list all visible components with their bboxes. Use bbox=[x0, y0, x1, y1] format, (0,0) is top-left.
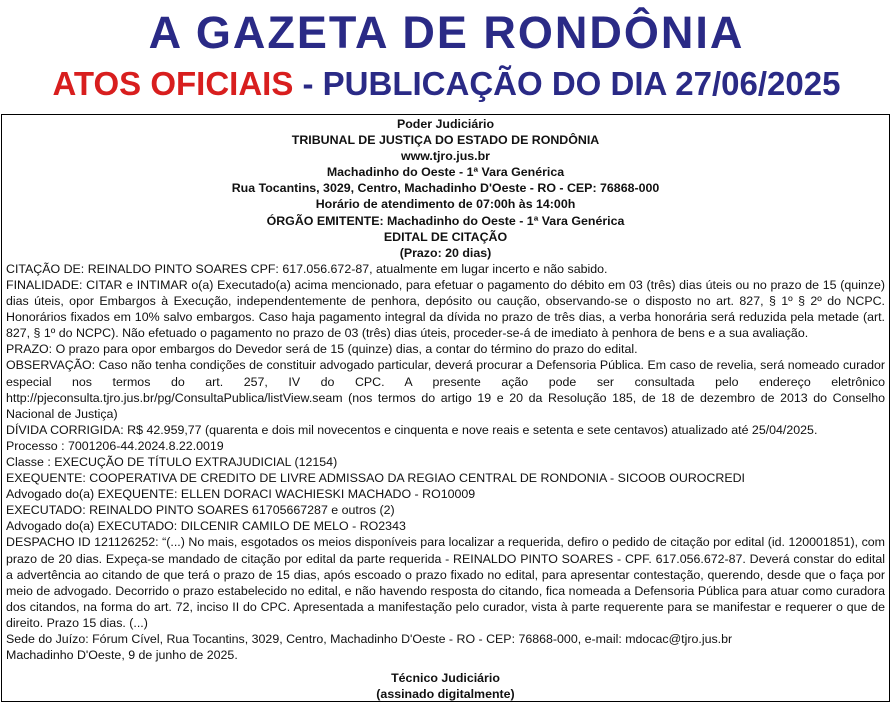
notice-deadline: (Prazo: 20 dias) bbox=[399, 245, 492, 260]
paragraph-divida: DÍVIDA CORRIGIDA: R$ 42.959,77 (quarenta e dois mil novecentos e cinquenta e nove reais e setenta e sete centavos) atualizado até 25/04/2025. bbox=[6, 422, 818, 437]
notice-box bbox=[1, 114, 890, 702]
newspaper-title: A GAZETA DE RONDÔNIA bbox=[148, 7, 745, 58]
signer-title: Técnico Judiciário bbox=[391, 671, 500, 686]
banner-separator: - bbox=[293, 65, 323, 102]
paragraph-citacao: CITAÇÃO DE: REINALDO PINTO SOARES CPF: 617.056.672-87, atualmente em lugar incerto e não sabido. bbox=[6, 261, 608, 276]
masthead bbox=[0, 0, 893, 112]
header-line-5: Rua Tocantins, 3029, Centro, Machadinho D'Oeste - RO - CEP: 76868-000 bbox=[231, 181, 660, 196]
publication-date: PUBLICAÇÃO DO DIA 27/06/2025 bbox=[322, 65, 841, 102]
paragraph-executado: EXECUTADO: REINALDO PINTO SOARES 61705667287 e outros (2) bbox=[6, 503, 395, 518]
header-line-7: ÓRGÃO EMITENTE: Machadinho do Oeste - 1ª Vara Genérica bbox=[266, 213, 625, 228]
paragraph-processo: Processo : 7001206-44.2024.8.22.0019 bbox=[6, 438, 224, 453]
paragraph-exequente: EXEQUENTE: COOPERATIVA DE CREDITO DE LIVRE ADMISSAO DA REGIAO CENTRAL DE RONDONIA - SICOOB OUROCREDI bbox=[6, 471, 745, 486]
paragraph-advogado-executado: Advogado do(a) EXECUTADO: DILCENIR CAMILO DE MELO - RO2343 bbox=[6, 519, 406, 534]
signature-note: (assinado digitalmente) bbox=[376, 687, 515, 702]
header-line-4: Machadinho do Oeste - 1ª Vara Genérica bbox=[326, 165, 565, 180]
paragraph-despacho: DESPACHO ID 121126252: “(...) No mais, esgotados os meios disponíveis para localizar a requerida, defiro o pedido de citação por edital (id. 120001851), com prazo de 20 dias. Expeça-se mandado de citação por edital da parte requerida - REINALDO PINTO SOARES - CPF. 617.056.672-87. Deverá constar do edital a advertência ao citando de que terá o prazo de 15 dias, após escoado o prazo fixado no edital, para apresentar contestação, querendo, desde que o faça por meio de advogado. Decorrido o prazo estabelecido no edital, e não havendo resposta do citando, fica nomeada a Defensoria Pública para atuar como curadora dos citandos, na forma do art. 72, inciso II do CPC. Apresentada a manifestação pelo curador, vista à parte requerente para se manifestar e requerer o que de direito. Prazo 15 dias. (...) bbox=[6, 535, 885, 630]
paragraph-classe: Classe : EXECUÇÃO DE TÍTULO EXTRAJUDICIAL (12154) bbox=[6, 454, 338, 469]
header-line-3: www.tjro.jus.br bbox=[400, 149, 491, 164]
paragraph-data: Machadinho D'Oeste, 9 de junho de 2025. bbox=[6, 648, 238, 663]
header-line-6: Horário de atendimento de 07:00h às 14:00h bbox=[315, 197, 576, 212]
section-label: ATOS OFICIAIS bbox=[52, 65, 294, 102]
publication-banner bbox=[0, 64, 893, 104]
paragraph-finalidade: FINALIDADE: CITAR e INTIMAR o(a) Executado(a) acima mencionado, para efetuar o pagamento do débito em 03 (três) dias úteis ou no prazo de 15 (quinze) dias úteis, opor Embargos à Execução, independentemente de penhora, depósito ou caução, observando-se o disposto no art. 827, § 1º § 2º do NCPC. Honorários fixados em 10% salvo embargos. Caso haja pagamento integral da dívida no prazo de três dias, a verba honorária será reduzida pela metade (art. 827, § 1º do NCPC). Não efetuado o pagamento no prazo de 03 (três) dias úteis, proceder-se-á de imediato à penhora de bens e a sua avaliação. bbox=[6, 277, 885, 341]
paragraph-observacao: OBSERVAÇÃO: Caso não tenha condições de constituir advogado particular, deverá procurar a Defensoria Pública. Em caso de revelia, será nomeado curador especial nos termos do art. 257, IV do CPC. A presente ação pode ser consultada pelo endereço eletrônico http://pjeconsulta.tjro.jus.br/pg/ConsultaPublica/listView.seam (nos termos do artigo 19 e 20 da Resolução 185, de 18 de dezembro de 2013 do Conselho Nacional de Justiça) bbox=[6, 358, 885, 421]
paragraph-advogado-exequente: Advogado do(a) EXEQUENTE: ELLEN DORACI WACHIESKI MACHADO - RO10009 bbox=[6, 487, 476, 502]
header-line-1: Poder Judiciário bbox=[396, 117, 495, 131]
paragraph-sede: Sede do Juízo: Fórum Cível, Rua Tocantins, 3029, Centro, Machadinho D'Oeste - RO - CEP: 76868-000, e-mail: mdocac@tjro.jus.br bbox=[6, 632, 733, 646]
notice-title: EDITAL DE CITAÇÃO bbox=[383, 229, 508, 244]
header-line-2: TRIBUNAL DE JUSTIÇA DO ESTADO DE RONDÔNIA bbox=[291, 133, 600, 148]
paragraph-prazo: PRAZO: O prazo para opor embargos do Devedor será de 15 (quinze) dias, a contar do término do prazo do edital. bbox=[6, 342, 638, 357]
